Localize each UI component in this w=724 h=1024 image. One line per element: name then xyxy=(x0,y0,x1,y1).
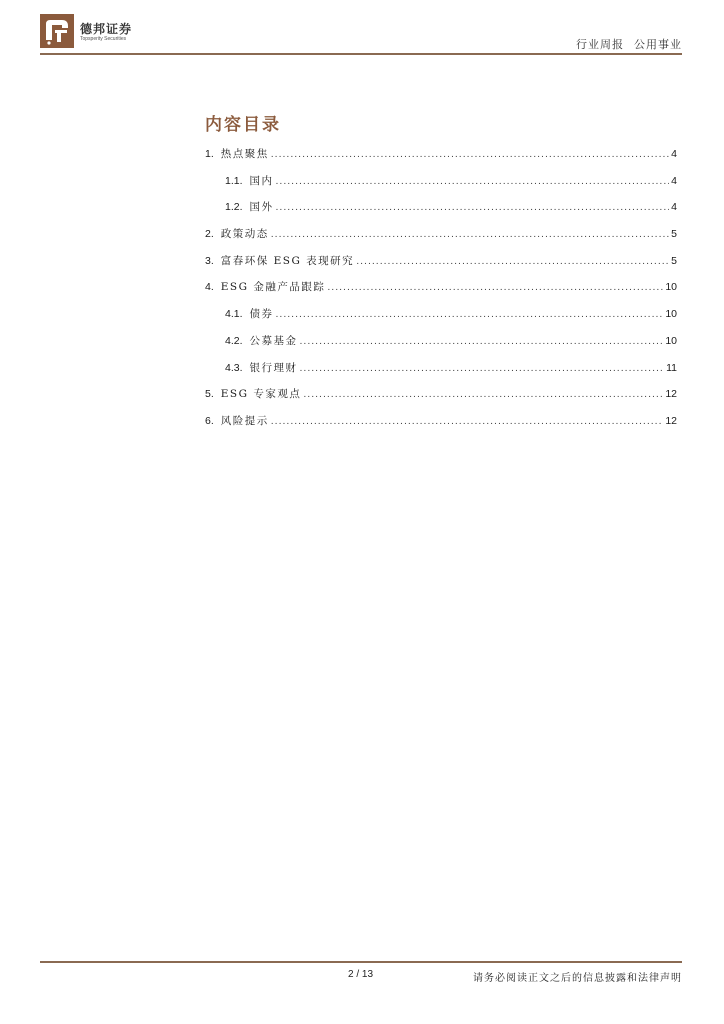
toc-entry-page: 4 xyxy=(671,174,677,187)
report-type: 行业周报 xyxy=(576,38,624,51)
sector-name: 公用事业 xyxy=(634,38,682,51)
toc-leader-dots xyxy=(300,335,664,347)
toc-leader-dots xyxy=(271,148,669,160)
toc-entry[interactable] xyxy=(205,413,677,440)
toc-entry[interactable] xyxy=(205,146,677,173)
toc-entry[interactable] xyxy=(205,360,677,387)
toc-entry[interactable] xyxy=(205,173,677,200)
toc-entry-label: 富春环保 ESG 表现研究 xyxy=(220,254,355,267)
toc-entry-page: 5 xyxy=(671,254,677,267)
toc-entry-label: 债券 xyxy=(249,308,274,321)
toc-entry-label: 公募基金 xyxy=(249,334,298,347)
company-logo-icon xyxy=(40,14,74,48)
footer-divider xyxy=(40,961,682,963)
toc-entry-label: ESG 金融产品跟踪 xyxy=(220,281,326,294)
toc-title: 内容目录 xyxy=(205,115,281,135)
toc-entry-number: 3. xyxy=(205,254,214,267)
toc-entry-page: 10 xyxy=(665,281,677,294)
toc-entry[interactable] xyxy=(205,199,677,226)
toc-entry-page: 12 xyxy=(665,414,677,427)
toc-entry-number: 1. xyxy=(205,148,214,160)
toc-entry-page: 5 xyxy=(671,228,677,241)
toc-entry[interactable] xyxy=(205,279,677,306)
toc-leader-dots xyxy=(276,201,670,213)
toc-entry-number: 6. xyxy=(205,414,214,427)
toc-leader-dots xyxy=(276,308,664,320)
toc-entry-number: 2. xyxy=(205,228,214,241)
toc-entry-label: 风险提示 xyxy=(220,414,269,427)
toc-entry-number: 4.1. xyxy=(225,308,243,321)
toc-entry-label: 国外 xyxy=(249,201,274,214)
toc-entry[interactable] xyxy=(205,226,677,253)
toc-leader-dots xyxy=(327,281,663,293)
toc-entry-page: 10 xyxy=(665,334,677,347)
toc-entry-number: 1.1. xyxy=(225,174,243,187)
toc-entry-page: 11 xyxy=(666,361,677,374)
toc-entry-number: 4. xyxy=(205,281,214,294)
toc-entry-page: 4 xyxy=(671,148,677,160)
toc-entry-label: ESG 专家观点 xyxy=(220,388,302,401)
page-header xyxy=(40,14,682,56)
company-name-en: Topsperity Securities xyxy=(80,36,127,42)
toc-entry-number: 5. xyxy=(205,388,214,401)
toc-leader-dots xyxy=(276,175,670,187)
toc-leader-dots xyxy=(300,362,665,374)
company-name-cn: 德邦证券 xyxy=(80,22,133,36)
page-indicator: 2 / 13 xyxy=(348,969,374,980)
toc-entry-page: 4 xyxy=(671,201,677,214)
toc-leader-dots xyxy=(271,415,664,427)
toc-entry-page: 10 xyxy=(665,308,677,321)
toc-leader-dots xyxy=(303,388,663,400)
header-divider xyxy=(40,53,682,55)
report-category xyxy=(576,36,682,52)
legal-disclaimer: 请务必阅读正文之后的信息披露和法律声明 xyxy=(473,973,682,984)
toc-entry-page: 12 xyxy=(665,388,677,401)
toc-entry[interactable] xyxy=(205,306,677,333)
toc-entry-label: 政策动态 xyxy=(220,228,269,241)
toc-entry[interactable] xyxy=(205,253,677,280)
toc-entry-number: 1.2. xyxy=(225,201,243,214)
toc-entry-number: 4.2. xyxy=(225,334,243,347)
table-of-contents xyxy=(205,146,677,440)
toc-leader-dots xyxy=(356,255,669,267)
toc-entry[interactable] xyxy=(205,333,677,360)
toc-entry-label: 热点聚焦 xyxy=(220,148,269,160)
toc-entry-label: 银行理财 xyxy=(249,361,298,374)
toc-leader-dots xyxy=(271,228,669,240)
toc-entry[interactable] xyxy=(205,386,677,413)
toc-entry-label: 国内 xyxy=(249,174,274,187)
toc-entry-number: 4.3. xyxy=(225,361,243,374)
